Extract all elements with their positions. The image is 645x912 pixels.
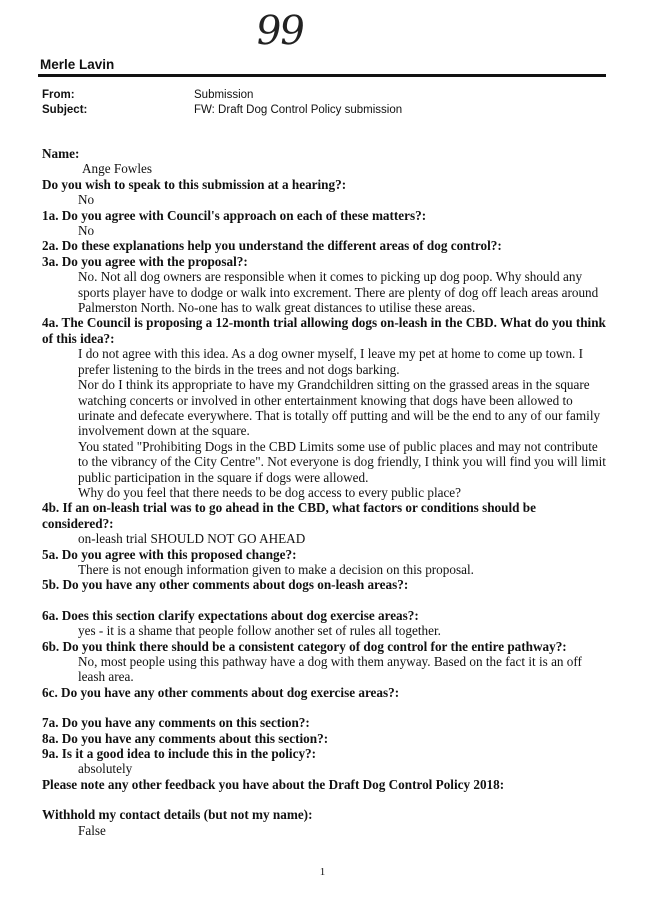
question-withhold: Withhold my contact details (but not my name): [42,807,313,823]
question-9a: 9a. Is it a good idea to include this in the policy?: [42,746,317,762]
answer-3a: No. Not all dog owners are responsible when it comes to picking up dog poop. Why should any sports player have to dodge or walk into excrement. There are plenty of dog off leach areas around Palmerston North. No-one has to walk great distances to utilise these areas. [78,269,599,316]
question-7a: 7a. Do you have any comments on this section?: [42,715,310,731]
email-meta [42,88,602,118]
submission-form [42,146,607,838]
spacer [42,593,607,608]
answer-4a-paragraph: Nor do I think its appropriate to have my Grandchildren sitting on the grassed areas in the square watching concerts or involved in other entertainment knowing that dogs have been allowed to urinate and defecate everywhere. That is totally off putting and will be the end to any of our family involvement down at the square. [78,377,601,439]
subject-row [42,103,602,118]
answer-5a: There is not enough information given to make a decision on this proposal. [78,561,474,577]
question-8a: 8a. Do you have any comments about this section?: [42,730,329,746]
answer-4a-paragraph: You stated "Prohibiting Dogs in the CBD Limits some use of public places and may not contribute to the vibrancy of the City Centre". Not everyone is dog friendly, I think you will find you will limit public participation in the square if dogs were allowed. [78,438,606,485]
answer-withhold: False [78,822,106,838]
question-4a: 4a. The Council is proposing a 12-month trial allowing dogs on-leash in the CBD. What do you think of this idea?: [42,315,606,346]
email-author: Merle Lavin [40,57,115,72]
answer-4a [78,346,607,500]
handwritten-page-number: 99 [252,8,307,54]
question-4b: 4b. If an on-leash trial was to go ahead in the CBD, what factors or conditions should be considered?: [42,500,536,531]
answer-6a: yes - it is a shame that people follow another set of rules all together. [78,623,441,639]
name-value: Ange Fowles [82,161,152,177]
question-hearing: Do you wish to speak to this submission at a hearing?: [42,176,347,192]
question-feedback: Please note any other feedback you have about the Draft Dog Control Policy 2018: [42,776,505,792]
question-6a: 6a. Does this section clarify expectations about dog exercise areas?: [42,607,419,623]
subject-value: FW: Draft Dog Control Policy submission [194,104,403,116]
question-2a: 2a. Do these explanations help you understand the different areas of dog control?: [42,238,502,254]
spacer [42,792,607,807]
answer-1a: No [78,223,95,239]
spacer [42,700,607,715]
answer-4b: on-leash trial SHOULD NOT GO AHEAD [78,531,306,547]
question-5b: 5b. Do you have any other comments about dogs on-leash areas?: [42,577,409,593]
answer-9a: absolutely [78,761,133,777]
page-number: 1 [319,866,326,878]
from-label: From: [42,89,75,101]
question-1a: 1a. Do you agree with Council's approach on each of these matters?: [42,207,427,223]
answer-hearing: No [78,192,95,208]
answer-4a-paragraph: I do not agree with this idea. As a dog owner myself, I leave my pet at home to come up town. I prefer listening to the birds in the trees and not dogs barking. [78,346,584,377]
question-6b: 6b. Do you think there should be a consistent category of dog control for the entire pathway?: [42,638,567,654]
header-rule [38,74,606,77]
from-value: Submission [194,89,254,101]
answer-6b: No, most people using this pathway have a dog with them anyway. Based on the fact it is an off leash area. [78,654,582,685]
question-3a: 3a. Do you agree with the proposal?: [42,253,248,269]
question-5a: 5a. Do you agree with this proposed change?: [42,546,297,562]
from-row [42,88,602,103]
name-label: Name: [42,146,80,161]
subject-label: Subject: [42,104,88,116]
answer-4a-paragraph: Why do you feel that there needs to be dog access to every public place? [78,484,462,500]
question-6c: 6c. Do you have any other comments about dog exercise areas?: [42,684,400,700]
